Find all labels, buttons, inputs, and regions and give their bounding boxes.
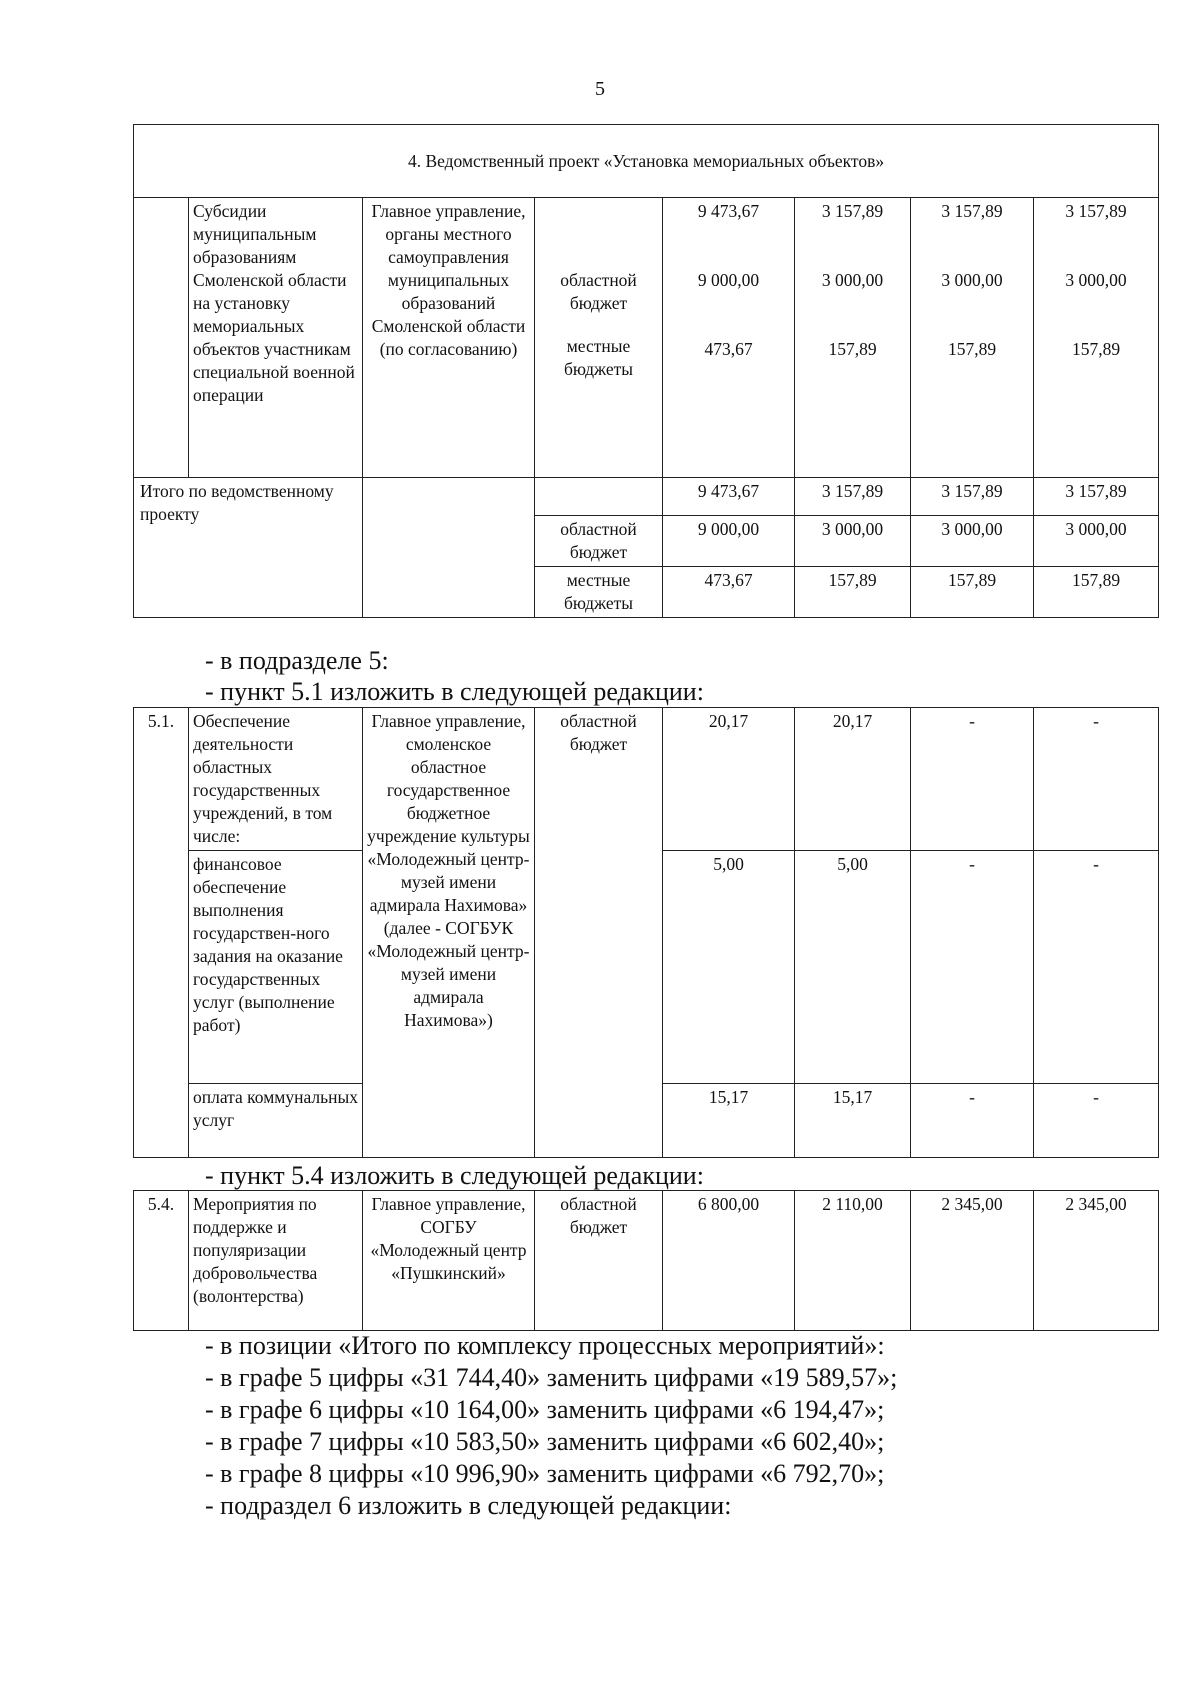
text-column-6: - в графе 6 цифры «10 164,00» заменить цифрами «6 194,47»; (205, 1395, 885, 1424)
item-5-4-c8: 2 345,00 (1034, 1191, 1159, 1331)
item-5-1-r3-c8: - (1034, 1084, 1159, 1158)
item-5-1-r2-c6: 5,00 (795, 851, 911, 1084)
item-5-1-r1-c6: 20,17 (795, 708, 911, 851)
table-item-5-1 (133, 707, 1159, 1158)
subsidy-sources (535, 198, 663, 478)
item-5-1-r1-c8: - (1034, 708, 1159, 851)
item-5-1-sub-utilities: оплата коммунальных услуг (189, 1084, 363, 1158)
subsidy-col7: 3 157,89 3 000,00 157,89 (911, 198, 1034, 478)
itogo-source-empty (535, 478, 663, 516)
subsidy-col5: 9 473,67 9 000,00 473,67 (663, 198, 795, 478)
itogo-executor-cell (363, 478, 535, 618)
itogo-source-oblast: областной бюджет (535, 516, 663, 567)
item-5-4-executor: Главное управление, СОГБУ «Молодежный центр «Пушкинский» (363, 1191, 535, 1331)
text-item-5-1: - пункт 5.1 изложить в следующей редакции: (205, 677, 704, 706)
source-oblast: областной бюджет (560, 270, 637, 313)
text-subsection-6: - подраздел 6 изложить в следующей редакции: (205, 1491, 732, 1520)
item-5-1-source: областной бюджет (535, 708, 663, 1158)
text-item-5-4: - пункт 5.4 изложить в следующей редакции: (205, 1161, 704, 1190)
item-5-4-c6: 2 110,00 (795, 1191, 911, 1331)
item-5-4-num: 5.4. (134, 1191, 189, 1331)
page-number: 5 (595, 78, 605, 100)
item-5-1-r3-c6: 15,17 (795, 1084, 911, 1158)
itogo-source-local: местные бюджеты (535, 567, 663, 618)
item-5-4-c7: 2 345,00 (911, 1191, 1034, 1331)
item-5-1-r3-c5: 15,17 (663, 1084, 795, 1158)
itogo-oblast-8: 3 000,00 (1034, 516, 1159, 567)
item-5-4-name: Мероприятия по поддержке и популяризации добровольчества (волонтерства) (189, 1191, 363, 1331)
row-num-cell (134, 198, 189, 478)
itogo-label: Итого по ведомственному проекту (134, 478, 363, 618)
source-local: местные бюджеты (563, 336, 634, 379)
item-5-4-source: областной бюджет (535, 1191, 663, 1331)
itogo-oblast-5: 9 000,00 (663, 516, 795, 567)
itogo-local-8: 157,89 (1034, 567, 1159, 618)
itogo-total-7: 3 157,89 (911, 478, 1034, 516)
item-5-4-c5: 6 800,00 (663, 1191, 795, 1331)
item-5-1-name: Обеспечение деятельности областных государственных учреждений, в том числе: (189, 708, 363, 851)
item-5-1-r1-c5: 20,17 (663, 708, 795, 851)
subsidy-col8: 3 157,89 3 000,00 157,89 (1034, 198, 1159, 478)
item-5-1-r3-c7: - (911, 1084, 1034, 1158)
subsidy-executor: Главное управление, органы местного самоуправления муниципальных образований Смоленской области (по согласованию) (363, 198, 535, 478)
itogo-local-6: 157,89 (795, 567, 911, 618)
text-column-5: - в графе 5 цифры «31 744,40» заменить цифрами «19 589,57»; (205, 1363, 898, 1392)
subsidy-name: Субсидии муниципальным образованиям Смоленской области на установку мемориальных объектов участникам специальной военной операции (189, 198, 363, 478)
itogo-total-5: 9 473,67 (663, 478, 795, 516)
text-column-8: - в графе 8 цифры «10 996,90» заменить цифрами «6 792,70»; (205, 1459, 885, 1488)
item-5-1-r2-c7: - (911, 851, 1034, 1084)
item-5-1-r2-c8: - (1034, 851, 1159, 1084)
itogo-total-6: 3 157,89 (795, 478, 911, 516)
itogo-oblast-7: 3 000,00 (911, 516, 1034, 567)
itogo-oblast-6: 3 000,00 (795, 516, 911, 567)
itogo-local-7: 157,89 (911, 567, 1034, 618)
text-column-7: - в графе 7 цифры «10 583,50» заменить цифрами «6 602,40»; (205, 1427, 885, 1456)
item-5-1-r1-c7: - (911, 708, 1034, 851)
text-subsection-5: - в подразделе 5: (205, 646, 389, 675)
itogo-local-5: 473,67 (663, 567, 795, 618)
item-5-1-sub-state-task: финансовое обеспечение выполнения государствен-ного задания на оказание государственных услуг (выполнение работ) (189, 851, 363, 1084)
itogo-total-8: 3 157,89 (1034, 478, 1159, 516)
item-5-1-executor: Главное управление, смоленское областное государственное бюджетное учреждение культуры «Молодежный центр-музей имени адмирала Нахимова» (далее - СОГБУК «Молодежный центр-музей имени адмирала Нахимова») (363, 708, 535, 1158)
item-5-1-num: 5.1. (134, 708, 189, 1158)
project-header: 4. Ведомственный проект «Установка мемориальных объектов» (134, 125, 1159, 198)
text-itogo-position: - в позиции «Итого по комплексу процессных мероприятий»: (205, 1331, 885, 1360)
subsidy-col6: 3 157,89 3 000,00 157,89 (795, 198, 911, 478)
table-item-5-4 (133, 1190, 1159, 1331)
item-5-1-r2-c5: 5,00 (663, 851, 795, 1084)
table-departmental-project (133, 124, 1159, 618)
